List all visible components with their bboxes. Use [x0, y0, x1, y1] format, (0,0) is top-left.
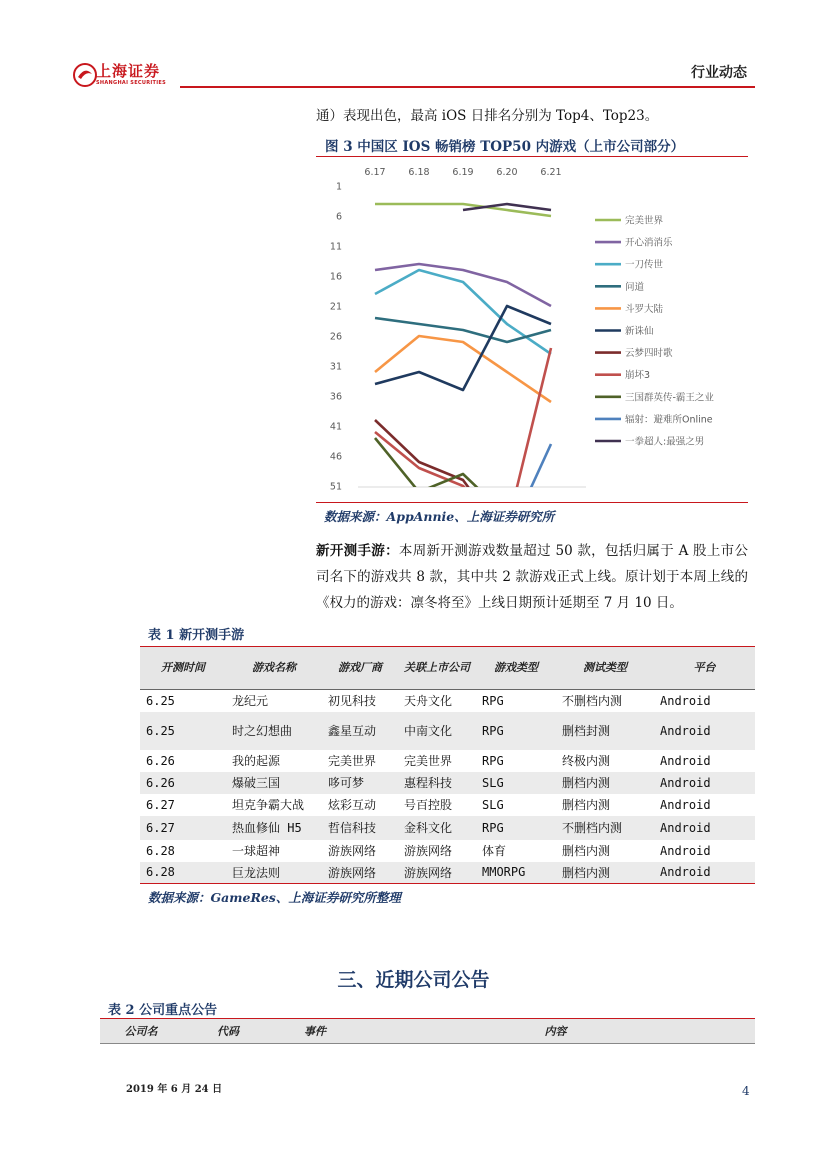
table-cell: 6.28	[146, 843, 175, 858]
legend-label: 新诛仙	[625, 326, 654, 337]
table-cell: 不删档内测	[562, 694, 623, 709]
table-cell: 6.26	[146, 753, 175, 768]
y-tick-label: 11	[329, 241, 342, 253]
logo-emblem-icon	[72, 62, 98, 88]
x-tick-label: 6.18	[408, 167, 430, 178]
logo-cn-text: 上海证券	[96, 62, 161, 80]
table2-title: 表 2 公司重点公告	[108, 1003, 218, 1018]
y-tick-label: 31	[329, 361, 342, 373]
col-header: 事件	[274, 1019, 356, 1044]
table-row	[140, 862, 755, 884]
table-cell: Android	[660, 753, 711, 768]
table-cell: 6.27	[146, 797, 175, 812]
table1-source: 数据来源：GameRes、上海证券研究所整理	[148, 890, 401, 905]
new-games-table	[140, 646, 755, 884]
table-header-row	[140, 647, 755, 690]
table-row	[140, 816, 755, 840]
paragraph-text: 本周新开测游戏数量超过 50 款，包括归属于 A 股上市公司名下的游戏共 8 款，其中共 2 款游戏正式上线。原计划于本周上线的《权力的游戏：凛冬将至》上线日期预计延期至 7 月 10 日。	[316, 543, 749, 611]
col-header: 公司名	[100, 1019, 182, 1044]
table-cell: 6.26	[140, 772, 226, 794]
footer-date: 2019 年 6 月 24 日	[126, 1084, 223, 1095]
table-cell: 不删档内测	[556, 816, 654, 840]
legend-label: 崩坏3	[625, 370, 651, 382]
table-cell: 完美世界	[328, 754, 377, 768]
table-cell: 6.28	[140, 862, 226, 884]
header-divider	[180, 86, 755, 88]
y-tick-label: 16	[329, 271, 342, 283]
x-tick-label: 6.21	[540, 167, 562, 178]
table-cell: 体育	[482, 844, 507, 858]
page-number: 4	[742, 1084, 750, 1098]
y-tick-label: 26	[329, 331, 342, 343]
series-line	[375, 306, 551, 390]
table-cell: Android	[654, 816, 755, 840]
y-tick-label: 41	[329, 421, 342, 433]
series-line	[375, 264, 551, 306]
table-cell: 炫彩互动	[328, 798, 377, 812]
col-header: 关联上市公司	[398, 647, 476, 690]
figure-source: 数据来源：AppAnnie、上海证券研究所	[324, 509, 555, 524]
table-cell: 龙纪元	[232, 694, 269, 709]
table-cell: 我的起源	[232, 754, 281, 768]
legend-label: 一刀传世	[625, 259, 664, 271]
table-row	[140, 840, 755, 862]
table-cell: 天舟文化	[404, 694, 453, 709]
table-cell: SLG	[476, 772, 556, 794]
y-tick-label: 1	[335, 181, 342, 193]
y-tick-label: 21	[329, 301, 342, 313]
logo-en-text: SHANGHAI SECURITIES	[96, 80, 167, 86]
y-tick-label: 46	[329, 451, 342, 463]
figure-title: 图 3 中国区 IOS 畅销榜 TOP50 内游戏（上市公司部分）	[325, 139, 685, 155]
table-cell: RPG	[482, 753, 504, 768]
table-cell: 哆可梦	[322, 772, 398, 794]
y-tick-label: 36	[329, 391, 342, 403]
table-cell: 坦克争霸大战	[232, 798, 305, 812]
table-cell: 惠程科技	[398, 772, 476, 794]
table-cell: 游族网络	[322, 862, 398, 884]
table-cell: RPG	[476, 712, 556, 750]
col-header: 内容	[356, 1019, 755, 1044]
table-cell: RPG	[476, 816, 556, 840]
col-header: 游戏类型	[476, 647, 556, 690]
table-cell: 热血修仙 H5	[226, 816, 322, 840]
col-header: 游戏厂商	[322, 647, 398, 690]
table-cell: 完美世界	[404, 754, 453, 768]
table-cell: Android	[654, 772, 755, 794]
table-cell: Android	[660, 693, 711, 708]
series-line	[375, 318, 551, 342]
col-header: 游戏名称	[226, 647, 322, 690]
table-row	[140, 712, 755, 750]
ranking-line-chart	[316, 158, 748, 498]
table-cell: 爆破三国	[226, 772, 322, 794]
table-cell: 终极内测	[562, 754, 611, 768]
table-cell: 删档封测	[556, 712, 654, 750]
table-cell: Android	[654, 712, 755, 750]
figure-top-rule	[316, 156, 748, 157]
y-tick-label: 51	[329, 481, 342, 493]
table-cell: Android	[660, 843, 711, 858]
figure-bottom-rule	[316, 502, 748, 503]
section-heading: 三、近期公司公告	[337, 969, 490, 991]
legend-label: 辐射：避难所Online	[625, 414, 713, 426]
table-cell: 删档内测	[556, 772, 654, 794]
paragraph-lead: 新开测手游：	[316, 543, 399, 559]
series-line	[507, 444, 551, 498]
col-header: 测试类型	[556, 647, 654, 690]
table-cell: 中南文化	[398, 712, 476, 750]
announcements-table	[100, 1018, 755, 1044]
table-cell: 哲信科技	[322, 816, 398, 840]
new-games-paragraph	[316, 538, 748, 616]
legend-label: 三国群英传-霸王之业	[625, 392, 714, 404]
table-cell: 6.25	[140, 712, 226, 750]
col-header: 开测时间	[140, 647, 226, 690]
table-header-row	[100, 1019, 755, 1044]
table-cell: 巨龙法则	[226, 862, 322, 884]
table-cell: Android	[654, 862, 755, 884]
x-tick-label: 6.19	[452, 167, 474, 178]
table-cell: 删档内测	[562, 798, 611, 812]
table-row	[140, 750, 755, 772]
table-cell: 号百控股	[404, 798, 453, 812]
table-row	[140, 772, 755, 794]
table-cell: 时之幻想曲	[226, 712, 322, 750]
table-cell: 6.25	[146, 693, 175, 708]
table-cell: MMORPG	[476, 862, 556, 884]
table-cell: 一球超神	[232, 844, 281, 858]
legend-label: 云梦四时歌	[625, 348, 673, 360]
table-cell: SLG	[482, 797, 504, 812]
table-cell: 游族网络	[398, 862, 476, 884]
legend-label: 开心消消乐	[625, 237, 673, 249]
series-line	[375, 438, 551, 498]
section-label: 行业动态	[691, 65, 747, 81]
table-cell: 删档内测	[562, 844, 611, 858]
table-cell: 游族网络	[404, 844, 453, 858]
table-cell: 游族网络	[328, 844, 377, 858]
legend-label: 一拳超人:最强之男	[625, 436, 705, 448]
legend-label: 完美世界	[625, 215, 664, 227]
table-cell: 金科文化	[398, 816, 476, 840]
table-cell: 鑫星互动	[322, 712, 398, 750]
series-line	[375, 336, 551, 402]
table1-title: 表 1 新开测手游	[148, 628, 245, 643]
x-tick-label: 6.17	[364, 167, 386, 178]
col-header: 代码	[182, 1019, 274, 1044]
col-header: 平台	[654, 647, 755, 690]
table-cell: RPG	[482, 693, 504, 708]
table-cell: 6.27	[140, 816, 226, 840]
y-tick-label: 6	[335, 211, 342, 223]
intro-line: 通）表现出色，最高 iOS 日排名分别为 Top4、Top23。	[316, 108, 659, 124]
table-row	[140, 794, 755, 816]
table-cell: 删档内测	[556, 862, 654, 884]
x-tick-label: 6.20	[496, 167, 518, 178]
table-cell: Android	[660, 797, 711, 812]
legend-label: 斗罗大陆	[625, 303, 664, 315]
table-cell: 初见科技	[328, 694, 377, 709]
legend-label: 问道	[625, 281, 645, 293]
table-row	[140, 690, 755, 712]
